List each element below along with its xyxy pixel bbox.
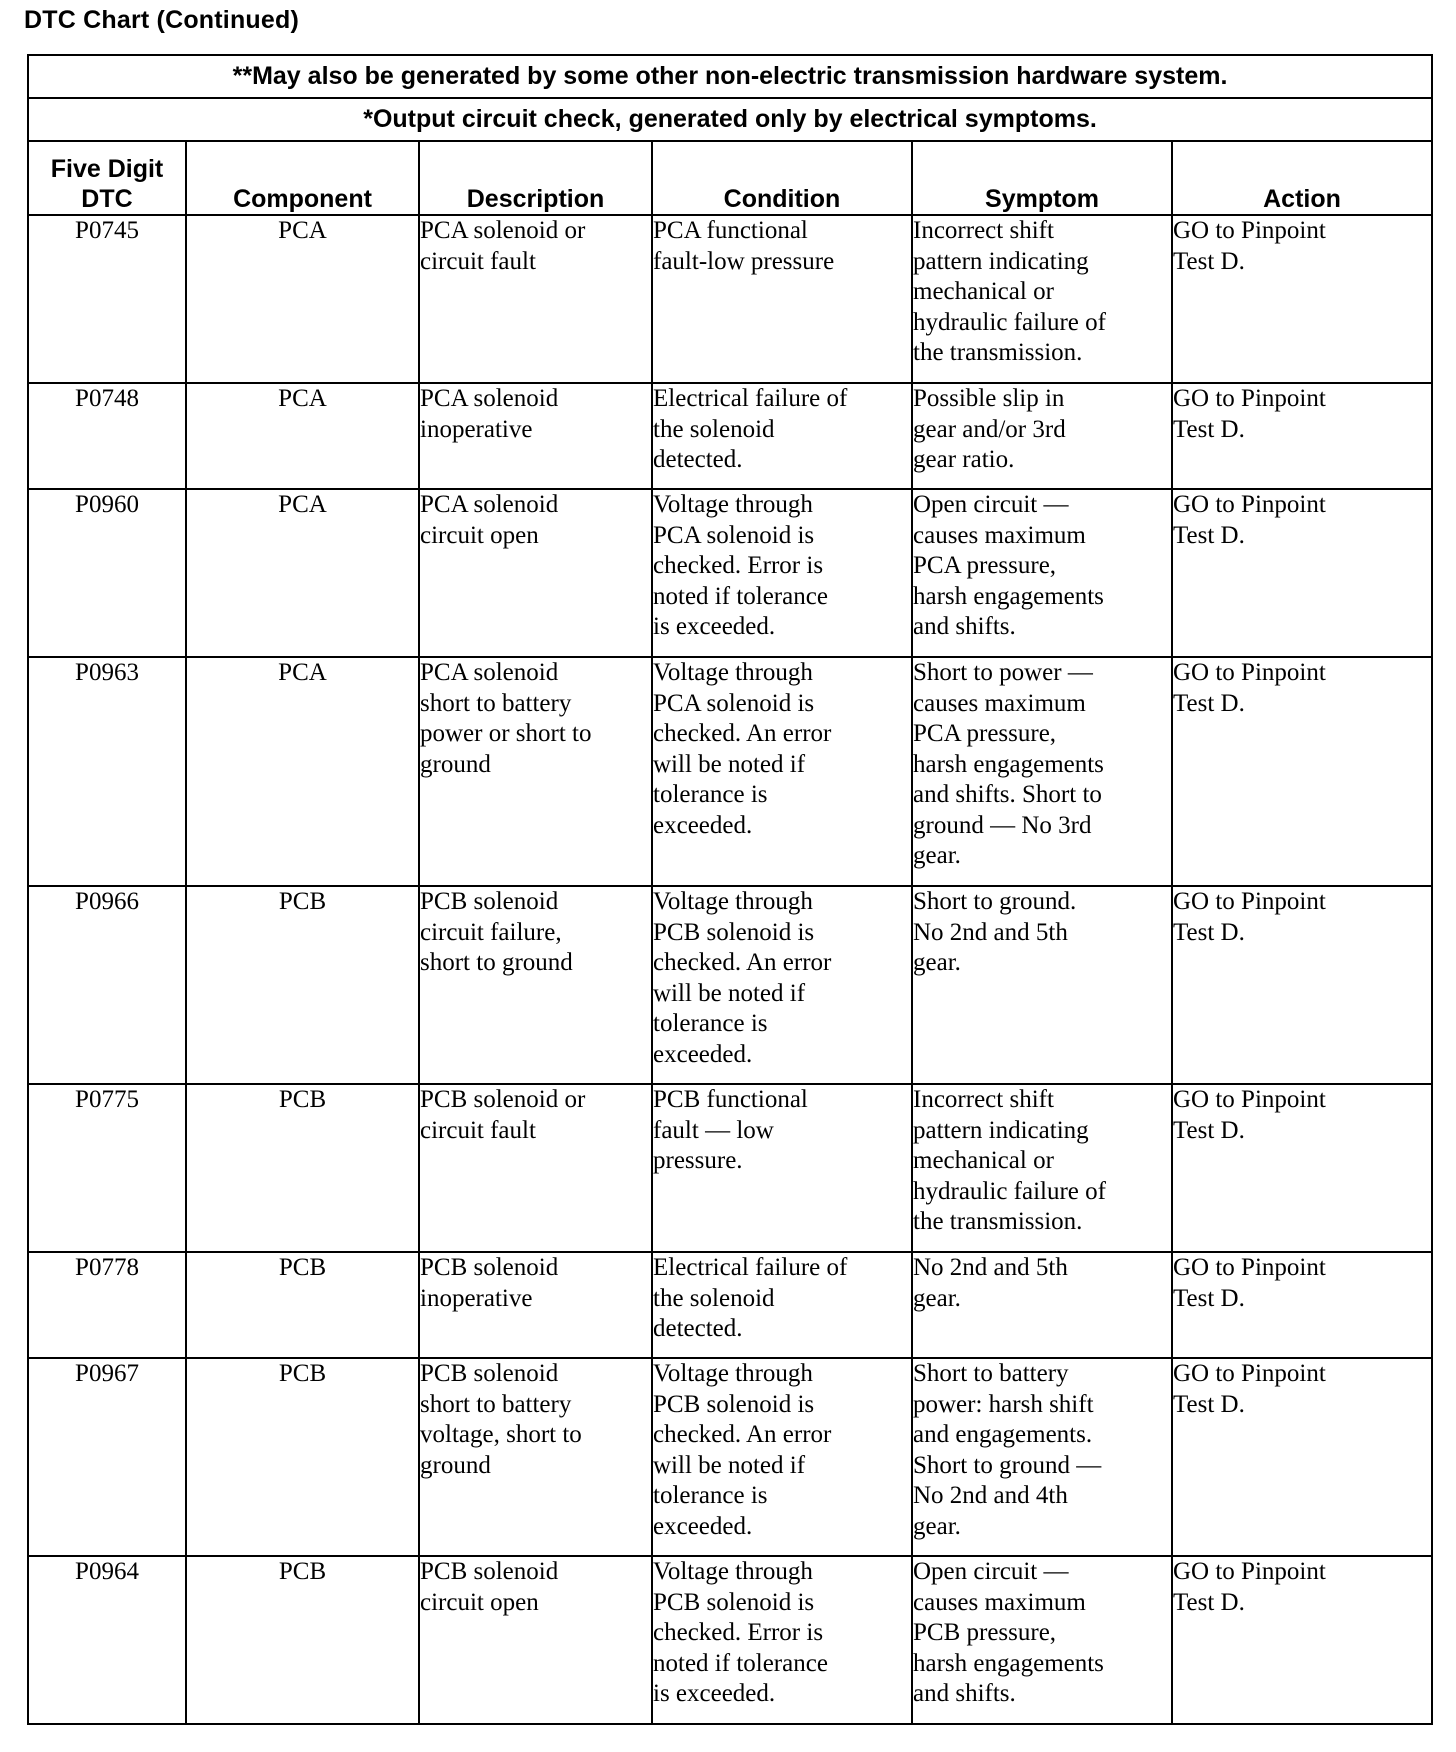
description-cell	[419, 383, 652, 489]
description-line: inoperative	[420, 1284, 533, 1312]
condition-cell	[652, 1252, 912, 1358]
condition-line: tolerance is	[653, 1010, 768, 1037]
component-cell: PCA	[186, 215, 419, 383]
symptom-line: Short to power —	[913, 659, 1093, 686]
condition-cell	[652, 886, 912, 1084]
note-output-circuit-check: *Output circuit check, generated only by electrical symptoms.	[28, 98, 1432, 141]
condition-line: tolerance is	[653, 1482, 768, 1509]
description-cell	[419, 657, 652, 886]
description-line: circuit open	[420, 521, 539, 549]
description-cell	[419, 1252, 652, 1358]
header-condition: Condition	[652, 141, 912, 215]
description-line: short to battery	[420, 1390, 572, 1418]
header-dtc-line: DTC	[81, 185, 133, 213]
dtc-cell: P0748	[28, 383, 186, 489]
symptom-line: Short to ground.	[913, 888, 1077, 915]
action-cell	[1172, 383, 1432, 489]
symptom-line: hydraulic failure of	[913, 308, 1106, 336]
table-row	[28, 1556, 1432, 1724]
condition-line: Voltage through	[653, 1360, 813, 1387]
condition-line: PCB solenoid is	[653, 1588, 815, 1616]
header-description: Description	[419, 141, 652, 215]
component-cell: PCA	[186, 489, 419, 657]
dtc-cell: P0745	[28, 215, 186, 383]
description-line: ground	[420, 750, 491, 778]
symptom-line: Incorrect shift	[913, 217, 1054, 244]
condition-line: fault-low pressure	[653, 247, 835, 275]
action-line: Test D.	[1173, 1390, 1245, 1418]
action-line: GO to Pinpoint	[1173, 1254, 1326, 1281]
dtc-cell: P0778	[28, 1252, 186, 1358]
symptom-line: PCB pressure,	[913, 1619, 1057, 1646]
description-line: circuit fault	[420, 1116, 536, 1144]
symptom-line: gear.	[913, 842, 961, 869]
condition-line: Voltage through	[653, 659, 813, 686]
condition-cell	[652, 1358, 912, 1556]
note-hardware-system: **May also be generated by some other non-electric transmission hardware system.	[28, 55, 1432, 98]
component-cell: PCA	[186, 383, 419, 489]
symptom-line: ground — No 3rd	[913, 811, 1092, 839]
symptom-line: Short to battery	[913, 1360, 1069, 1387]
description-line: PCB solenoid	[420, 1360, 559, 1387]
condition-line: PCB solenoid is	[653, 918, 815, 946]
action-cell	[1172, 1252, 1432, 1358]
symptom-cell	[912, 1252, 1172, 1358]
symptom-line: mechanical or	[913, 1147, 1054, 1174]
condition-line: tolerance is	[653, 781, 768, 808]
condition-cell	[652, 383, 912, 489]
condition-line: PCB functional	[653, 1086, 808, 1113]
action-line: GO to Pinpoint	[1173, 385, 1326, 412]
condition-cell	[652, 1084, 912, 1252]
component-cell: PCB	[186, 1252, 419, 1358]
symptom-line: PCA pressure,	[913, 552, 1057, 579]
symptom-line: pattern indicating	[913, 1116, 1089, 1144]
description-line: circuit fault	[420, 247, 536, 275]
component-cell: PCB	[186, 886, 419, 1084]
symptom-cell	[912, 1358, 1172, 1556]
symptom-line: causes maximum	[913, 1588, 1086, 1616]
action-line: GO to Pinpoint	[1173, 659, 1326, 686]
symptom-line: Open circuit —	[913, 491, 1069, 518]
action-line: Test D.	[1173, 1588, 1245, 1616]
symptom-line: harsh engagements	[913, 582, 1104, 610]
symptom-line: PCA pressure,	[913, 720, 1057, 747]
note-row	[28, 98, 1432, 141]
condition-line: checked. Error is	[653, 1619, 824, 1646]
action-line: GO to Pinpoint	[1173, 888, 1326, 915]
condition-cell	[652, 1556, 912, 1724]
condition-line: pressure.	[653, 1147, 743, 1174]
symptom-line: and shifts. Short to	[913, 781, 1102, 808]
condition-cell	[652, 657, 912, 886]
description-line: circuit failure,	[420, 918, 562, 946]
header-action: Action	[1172, 141, 1432, 215]
condition-line: noted if tolerance	[653, 582, 828, 610]
condition-line: detected.	[653, 446, 743, 473]
description-cell	[419, 1556, 652, 1724]
symptom-cell	[912, 215, 1172, 383]
action-line: Test D.	[1173, 415, 1245, 443]
header-component: Component	[186, 141, 419, 215]
description-line: PCA solenoid	[420, 385, 559, 412]
description-line: PCB solenoid or	[420, 1086, 586, 1113]
condition-line: Voltage through	[653, 491, 813, 518]
description-line: power or short to	[420, 720, 592, 747]
condition-line: exceeded.	[653, 1040, 753, 1068]
action-cell	[1172, 657, 1432, 886]
description-line: PCB solenoid	[420, 888, 559, 915]
condition-line: checked. An error	[653, 1421, 832, 1448]
table-row	[28, 1084, 1432, 1252]
symptom-line: Open circuit —	[913, 1558, 1069, 1585]
description-line: inoperative	[420, 415, 533, 443]
description-line: circuit open	[420, 1588, 539, 1616]
symptom-line: gear.	[913, 1512, 961, 1540]
condition-line: PCA solenoid is	[653, 521, 815, 549]
symptom-line: Possible slip in	[913, 385, 1065, 412]
condition-line: will be noted if	[653, 1451, 806, 1479]
table-row	[28, 657, 1432, 886]
action-cell	[1172, 1084, 1432, 1252]
condition-cell	[652, 489, 912, 657]
condition-line: Voltage through	[653, 888, 813, 915]
description-line: ground	[420, 1451, 491, 1479]
condition-line: Electrical failure of	[653, 1254, 848, 1281]
condition-line: is exceeded.	[653, 1680, 776, 1707]
action-line: Test D.	[1173, 521, 1245, 549]
symptom-line: Incorrect shift	[913, 1086, 1054, 1113]
condition-line: checked. An error	[653, 949, 832, 976]
description-cell	[419, 489, 652, 657]
table-row	[28, 489, 1432, 657]
action-line: Test D.	[1173, 247, 1245, 275]
table-row	[28, 215, 1432, 383]
symptom-line: mechanical or	[913, 278, 1054, 305]
symptom-cell	[912, 489, 1172, 657]
symptom-line: and shifts.	[913, 613, 1016, 640]
condition-line: exceeded.	[653, 811, 753, 839]
symptom-line: No 2nd and 5th	[913, 1254, 1068, 1281]
component-cell: PCA	[186, 657, 419, 886]
symptom-line: the transmission.	[913, 1208, 1083, 1235]
condition-line: the solenoid	[653, 1284, 775, 1312]
action-line: Test D.	[1173, 1284, 1245, 1312]
action-line: GO to Pinpoint	[1173, 1086, 1326, 1113]
symptom-line: pattern indicating	[913, 247, 1089, 275]
symptom-line: power: harsh shift	[913, 1390, 1094, 1418]
condition-cell	[652, 215, 912, 383]
description-line: PCA solenoid or	[420, 217, 586, 244]
condition-line: PCA functional	[653, 217, 808, 244]
condition-line: Electrical failure of	[653, 385, 848, 412]
dtc-cell: P0967	[28, 1358, 186, 1556]
condition-line: fault — low	[653, 1116, 774, 1144]
action-line: GO to Pinpoint	[1173, 217, 1326, 244]
condition-line: checked. An error	[653, 720, 832, 747]
symptom-cell	[912, 886, 1172, 1084]
description-line: short to battery	[420, 689, 572, 717]
header-dtc-line: Five Digit	[50, 155, 164, 183]
description-line: voltage, short to	[420, 1421, 582, 1448]
symptom-line: gear.	[913, 949, 961, 976]
condition-line: detected.	[653, 1315, 743, 1342]
header-symptom: Symptom	[912, 141, 1172, 215]
symptom-line: No 2nd and 5th	[913, 918, 1068, 946]
dtc-cell: P0775	[28, 1084, 186, 1252]
table-row	[28, 383, 1432, 489]
table-row	[28, 886, 1432, 1084]
symptom-line: gear.	[913, 1284, 961, 1312]
page-title: DTC Chart (Continued)	[24, 6, 299, 34]
condition-line: exceeded.	[653, 1512, 753, 1540]
symptom-line: gear and/or 3rd	[913, 415, 1066, 443]
action-cell	[1172, 215, 1432, 383]
description-cell	[419, 1084, 652, 1252]
description-cell	[419, 1358, 652, 1556]
description-cell	[419, 215, 652, 383]
dtc-cell: P0966	[28, 886, 186, 1084]
condition-line: will be noted if	[653, 750, 806, 778]
header-row	[28, 141, 1432, 215]
condition-line: Voltage through	[653, 1558, 813, 1585]
condition-line: checked. Error is	[653, 552, 824, 579]
symptom-line: the transmission.	[913, 339, 1083, 366]
symptom-line: hydraulic failure of	[913, 1177, 1106, 1205]
symptom-cell	[912, 383, 1172, 489]
action-line: GO to Pinpoint	[1173, 491, 1326, 518]
note-row	[28, 55, 1432, 98]
symptom-line: causes maximum	[913, 521, 1086, 549]
symptom-cell	[912, 1556, 1172, 1724]
symptom-line: harsh engagements	[913, 750, 1104, 778]
condition-line: is exceeded.	[653, 613, 776, 640]
description-line: PCA solenoid	[420, 491, 559, 518]
symptom-line: Short to ground —	[913, 1451, 1102, 1479]
table-row	[28, 1358, 1432, 1556]
symptom-cell	[912, 1084, 1172, 1252]
symptom-line: and shifts.	[913, 1680, 1016, 1707]
description-line: PCB solenoid	[420, 1254, 559, 1281]
table-row	[28, 1252, 1432, 1358]
symptom-line: No 2nd and 4th	[913, 1482, 1068, 1509]
component-cell: PCB	[186, 1358, 419, 1556]
condition-line: will be noted if	[653, 979, 806, 1007]
action-cell	[1172, 886, 1432, 1084]
action-line: Test D.	[1173, 1116, 1245, 1144]
action-cell	[1172, 489, 1432, 657]
dtc-cell: P0964	[28, 1556, 186, 1724]
condition-line: the solenoid	[653, 415, 775, 443]
description-cell	[419, 886, 652, 1084]
action-cell	[1172, 1556, 1432, 1724]
header-dtc	[28, 141, 186, 215]
action-line: Test D.	[1173, 689, 1245, 717]
description-line: short to ground	[420, 949, 573, 976]
description-line: PCA solenoid	[420, 659, 559, 686]
component-cell: PCB	[186, 1084, 419, 1252]
dtc-cell: P0960	[28, 489, 186, 657]
symptom-line: and engagements.	[913, 1421, 1093, 1448]
action-line: Test D.	[1173, 918, 1245, 946]
symptom-cell	[912, 657, 1172, 886]
component-cell: PCB	[186, 1556, 419, 1724]
description-line: PCB solenoid	[420, 1558, 559, 1585]
symptom-line: harsh engagements	[913, 1649, 1104, 1677]
symptom-line: gear ratio.	[913, 446, 1015, 473]
condition-line: PCB solenoid is	[653, 1390, 815, 1418]
condition-line: noted if tolerance	[653, 1649, 828, 1677]
dtc-chart-table	[27, 54, 1433, 1725]
action-line: GO to Pinpoint	[1173, 1558, 1326, 1585]
symptom-line: causes maximum	[913, 689, 1086, 717]
action-cell	[1172, 1358, 1432, 1556]
dtc-cell: P0963	[28, 657, 186, 886]
action-line: GO to Pinpoint	[1173, 1360, 1326, 1387]
condition-line: PCA solenoid is	[653, 689, 815, 717]
